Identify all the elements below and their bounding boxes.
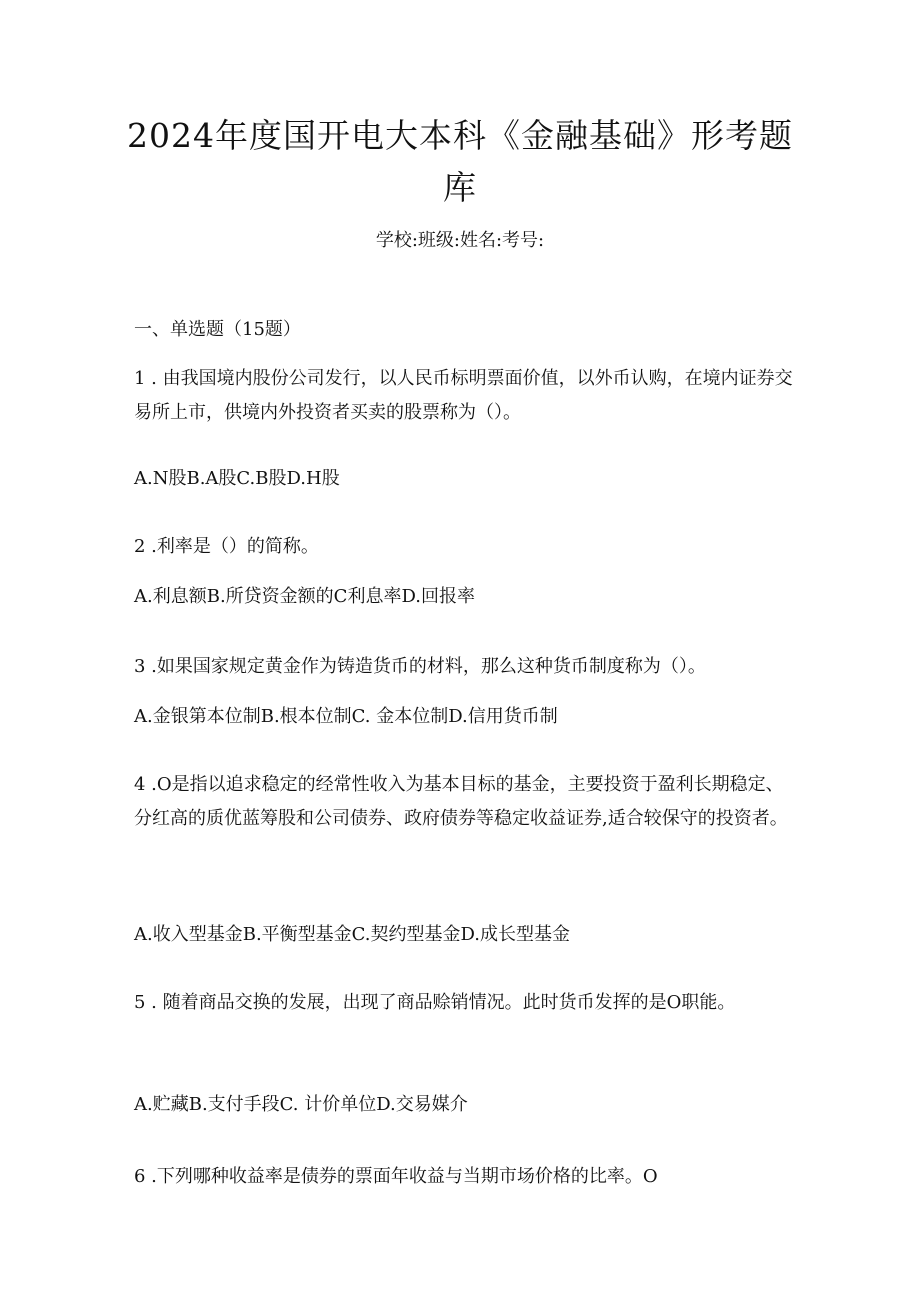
question-4-options: A.收入型基金B.平衡型基金C.契约型基金D.成长型基金 (134, 924, 571, 945)
section-heading: 一、单选题（15题） (134, 319, 301, 340)
question-5-text: 5 . 随着商品交换的发展，出现了商品赊销情况。此时货币发挥的是O职能。 (134, 992, 736, 1013)
question-1-text: 1 . 由我国境内股份公司发行，以人民币标明票面价值，以外币认购，在境内证券交易所上市，供境内外投资者买卖的股票称为（）。 (134, 368, 793, 423)
question-6-text: 6 .下列哪种收益率是债券的票面年收益与当期市场价格的比率。O (134, 1166, 658, 1187)
question-1-options: A.N股B.A股C.B股D.H股 (134, 468, 340, 489)
document-title: 2024年度国开电大本科《金融基础》形考题库 (127, 116, 793, 207)
question-2-options: A.利息额B.所贷资金额的C利息率D.回报率 (134, 586, 475, 607)
question-2-text: 2 .利率是（）的简称。 (134, 536, 319, 557)
question-3-text: 3 .如果国家规定黄金作为铸造货币的材料，那么这种货币制度称为（）。 (134, 656, 706, 677)
question-4-text: 4 .O是指以追求稳定的经常性收入为基本目标的基金，主要投资于盈利长期稳定、分红高的质优蓝筹股和公司债券、政府债券等稳定收益证券,适合较保守的投资者。 (134, 774, 788, 829)
student-info-line: 学校:班级:姓名:考号: (375, 230, 545, 251)
question-3-options: A.金银第本位制B.根本位制C. 金本位制D.信用货币制 (134, 706, 558, 727)
question-5-options: A.贮藏B.支付手段C. 计价单位D.交易媒介 (134, 1094, 468, 1115)
